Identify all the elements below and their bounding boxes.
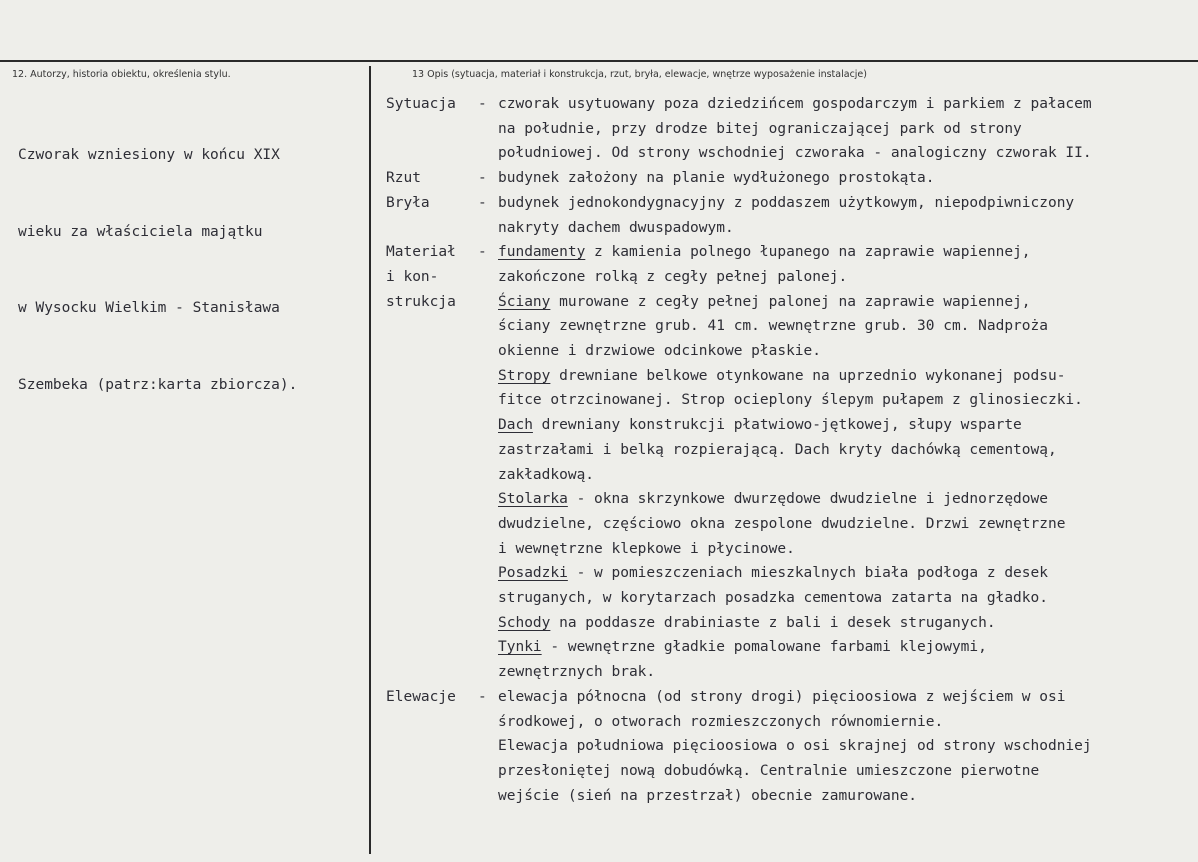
- description-text-line: [498, 710, 943, 735]
- description-text-line: [498, 561, 1048, 586]
- underlined-term: Stropy: [498, 367, 551, 384]
- label-dash: -: [478, 170, 487, 187]
- underlined-term: fundamenty: [498, 244, 586, 261]
- text-run: elewacja północna (od strony drogi) pięcioosiowa z wejściem w osi: [498, 688, 1066, 705]
- description-text-line: [498, 141, 1092, 166]
- underlined-term: Stolarka: [498, 491, 568, 508]
- text-run: z kamienia polnego łupanego na zaprawie wapiennej,: [585, 244, 1031, 261]
- underlined-term: Posadzki: [498, 565, 568, 582]
- text-run: - wewnętrzne gładkie pomalowane farbami klejowymi,: [541, 639, 987, 656]
- text-run: struganych, w korytarzach posadzka cementowa zatarta na gładko.: [498, 590, 1048, 606]
- description-text-line: [498, 413, 1022, 438]
- text-run: drewniane belkowe otynkowane na uprzednio wykonanej podsu-: [550, 367, 1066, 384]
- text-run: murowane z cegły pełnej palonej na zaprawie wapiennej,: [550, 293, 1031, 310]
- underlined-term: Dach: [498, 417, 533, 434]
- description-text-line: [498, 660, 655, 685]
- label-dash: -: [478, 96, 487, 112]
- section-13-heading: 13 Opis (sytuacja, materiał i konstrukcja, rzut, bryła, elewacje, wnętrze wyposażenie instalacje): [412, 69, 867, 80]
- description-text-line: [498, 388, 1083, 413]
- description-text-line: [498, 463, 594, 488]
- description-text-line: [498, 635, 987, 660]
- description-text-line: [498, 92, 1092, 117]
- section-label: Rzut: [386, 170, 421, 187]
- description-text-line: [498, 512, 1065, 537]
- left-line: wieku za właściciela majątku: [18, 223, 263, 240]
- description-text-line: [498, 759, 1039, 784]
- section-label: strukcja: [386, 293, 456, 310]
- author-history-text: [18, 92, 363, 449]
- description-text-line: [498, 586, 1048, 611]
- text-run: środkowej, o otworach rozmieszczonych równomiernie.: [498, 713, 944, 730]
- text-run: budynek założony na planie wydłużonego prostokąta.: [498, 170, 935, 187]
- text-run: drewniany konstrukcji płatwiowo-jętkowej, słupy wsparte: [532, 417, 1022, 434]
- text-run: zastrzałami i belką rozpierającą. Dach kryty dachówką cementową,: [498, 441, 1057, 458]
- section-label: Bryła: [386, 194, 430, 211]
- description-text-line: [498, 240, 1031, 265]
- label-dash: -: [478, 244, 487, 261]
- description-text-line: [498, 339, 821, 364]
- column-divider: [369, 66, 371, 854]
- text-run: - w pomieszczeniach mieszkalnych biała podłoga z desek: [567, 565, 1048, 582]
- text-run: przesłoniętej nową dobudówką. Centralnie umieszczone pierwotne: [498, 762, 1040, 779]
- label-dash: -: [478, 194, 487, 211]
- text-run: i wewnętrzne klepkowe i płycinowe.: [498, 540, 795, 557]
- description-text-line: [498, 191, 1074, 216]
- description-text-line: [498, 364, 1065, 389]
- description-text-line: [498, 290, 1031, 315]
- text-run: nakryty dachem dwuspadowym.: [498, 219, 734, 236]
- text-run: na południe, przy drodze bitej ograniczającej park od strony: [498, 120, 1022, 137]
- text-run: południowej. Od strony wschodniej czworaka - analogiczny czworak II.: [498, 145, 1092, 162]
- text-run: wejście (sień na przestrzał) obecnie zamurowane.: [498, 787, 918, 804]
- text-run: zewnętrznych brak.: [498, 664, 656, 681]
- underlined-term: Ściany: [498, 293, 551, 310]
- section-label: i kon-: [386, 268, 439, 285]
- text-run: zakończone rolką z cegły pełnej palonej.: [498, 268, 848, 285]
- section-label: Materiał: [386, 244, 456, 261]
- section-label: Sytuacja: [386, 96, 456, 112]
- description-text-line: [498, 314, 1048, 339]
- underlined-term: Tynki: [498, 639, 542, 656]
- description-text-line: [498, 265, 847, 290]
- description-text-line: [498, 438, 1057, 463]
- description-text-line: [498, 734, 1092, 759]
- left-line: Szembeka (patrz:karta zbiorcza).: [18, 376, 298, 393]
- description-text-line: [498, 685, 1065, 710]
- left-line: w Wysocku Wielkim - Stanisława: [18, 300, 280, 316]
- text-run: czworak usytuowany poza dziedzińcem gospodarczym i parkiem z pałacem: [498, 96, 1092, 112]
- text-run: ściany zewnętrzne grub. 41 cm. wewnętrzne grub. 30 cm. Nadproża: [498, 318, 1048, 335]
- text-run: zakładkową.: [498, 466, 595, 483]
- description-text-line: [498, 784, 917, 809]
- header-rule: [0, 60, 1198, 62]
- description-text-line: [498, 611, 996, 636]
- section-12-heading: 12. Autorzy, historia obiektu, określenia stylu.: [12, 69, 231, 80]
- label-dash: -: [478, 688, 487, 705]
- description-text-line: [498, 487, 1048, 512]
- text-run: - okna skrzynkowe dwurzędowe dwudzielne i jednorzędowe: [567, 491, 1048, 508]
- text-run: Elewacja południowa pięcioosiowa o osi skrajnej od strony wschodniej: [498, 738, 1092, 755]
- underlined-term: Schody: [498, 614, 551, 631]
- left-line: Czworak wzniesiony w końcu XIX: [18, 147, 280, 163]
- description-text-line: [498, 537, 795, 562]
- text-run: okienne i drzwiowe odcinkowe płaskie.: [498, 343, 822, 359]
- text-run: fitce otrzcinowanej. Strop ocieplony ślepym pułapem z glinosieczki.: [498, 392, 1083, 409]
- text-run: budynek jednokondygnacyjny z poddaszem użytkowym, niepodpiwniczony: [498, 194, 1075, 211]
- text-run: na poddasze drabiniaste z bali i desek struganych.: [550, 614, 996, 631]
- description-text-line: [498, 166, 935, 191]
- text-run: dwudzielne, częściowo okna zespolone dwudzielne. Drzwi zewnętrzne: [498, 515, 1066, 532]
- description-text-line: [498, 117, 1022, 142]
- description-text-line: [498, 216, 734, 241]
- section-label: Elewacje: [386, 688, 456, 705]
